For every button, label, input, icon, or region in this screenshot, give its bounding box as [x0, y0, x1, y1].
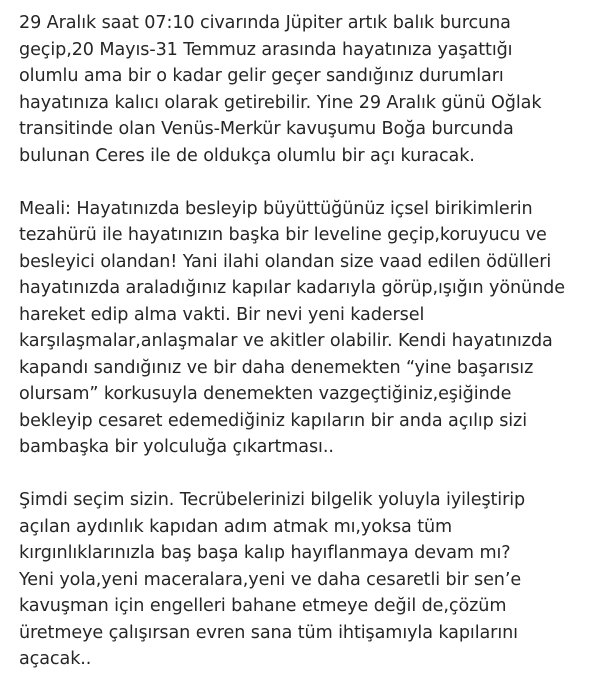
text-line: 29 Aralık saat 07:10 civarında Jüpiter artık balık burcuna: [19, 13, 511, 33]
text-line: bulunan Ceres ile de oldukça olumlu bir açı kuracak.: [19, 145, 475, 166]
text-line: besleyici olandan! Yani ilahi olandan size vaad edilen ödülleri: [19, 251, 552, 272]
text-line: hareket edip alma vakti. Bir nevi yeni kadersel: [19, 304, 425, 325]
text-line: hayatınıza kalıcı olarak getirebilir. Yine 29 Aralık günü Oğlak: [19, 92, 542, 113]
text-line: hayatınızda araladığınız kapılar kadarıyla görüp,ışığın yönünde: [19, 278, 565, 298]
paragraph-spacer: [19, 169, 594, 196]
text-line: geçip,20 Mayıs-31 Temmuz arasında hayatınıza yaşattığı: [19, 39, 513, 60]
paragraph-transit: [19, 10, 594, 169]
text-line: transitinde olan Venüs-Merkür kavuşumu Boğa burcunda: [19, 119, 514, 139]
text-line: olursam” korkusuyla denemekten vazgeçtiğiniz,eşiğinde: [19, 384, 512, 404]
text-line: Şimdi seçim sizin. Tecrübelerinizi bilgelik yoluyla iyileştirip: [19, 490, 526, 510]
paragraph-spacer: [19, 461, 594, 488]
paragraph-choice: [19, 487, 594, 673]
text-line: tezahürü ile hayatınızın başka bir leveline geçip,koruyucu ve: [19, 225, 547, 245]
text-line: kapandı sandığınız ve bir daha denemekten “yine başarısız: [19, 357, 534, 378]
text-line: olumlu ama bir o kadar gelir geçer sandığınız durumları: [19, 66, 504, 86]
text-line: Yeni yola,yeni maceralara,yeni ve daha cesaretli bir sen’e: [19, 569, 522, 590]
text-line: bekleyip cesaret edemediğiniz kapıların bir anda açılıp sizi: [19, 410, 527, 431]
text-line: bambaşka bir yolculuğa çıkartması..: [19, 437, 334, 457]
text-line: kavuşman için engelleri bahane etmeye değil de,çözüm: [19, 596, 507, 616]
text-line: açılan aydınlık kapıdan adım atmak mı,yoksa tüm: [19, 516, 453, 537]
text-line: karşılaşmalar,anlaşmalar ve akitler olabilir. Kendi hayatınızda: [19, 331, 553, 351]
text-line: açacak..: [19, 649, 92, 669]
text-line: Meali: Hayatınızda besleyip büyüttüğünüz içsel birikimlerin: [19, 198, 533, 219]
paragraph-meali: [19, 196, 594, 461]
text-line: üretmeye çalışırsan evren sana tüm ihtişamıyla kapılarını: [19, 622, 518, 643]
text-line: kırgınlıklarınızla baş başa kalıp hayıflanmaya devam mı?: [19, 543, 511, 563]
